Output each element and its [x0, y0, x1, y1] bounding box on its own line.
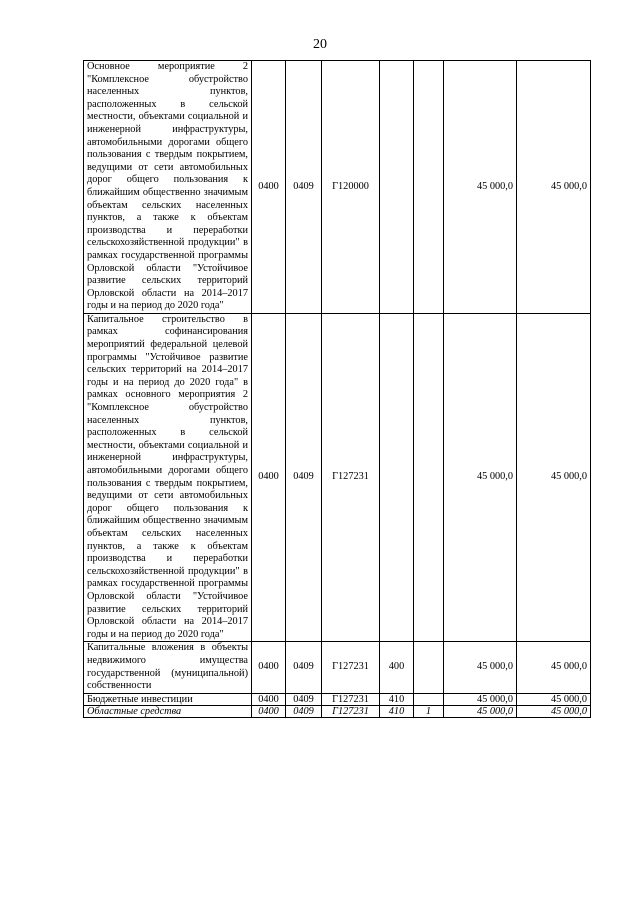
amount-2: 45 000,0 [517, 313, 591, 641]
section-code: 0400 [252, 642, 286, 693]
budget-table [83, 60, 591, 718]
subsection-code: 0409 [286, 693, 322, 705]
table-row [84, 313, 591, 641]
section-code: 0400 [252, 61, 286, 314]
amount-2: 45 000,0 [517, 642, 591, 693]
kosgu-code [414, 313, 444, 641]
amount-1: 45 000,0 [444, 705, 517, 717]
amount-2: 45 000,0 [517, 705, 591, 717]
table-row [84, 705, 591, 717]
page-number: 20 [313, 37, 327, 52]
expense-type-code: 410 [380, 705, 414, 717]
expense-type-code: 400 [380, 642, 414, 693]
table-row [84, 693, 591, 705]
subsection-code: 0409 [286, 642, 322, 693]
row-description: Бюджетные инвестиции [84, 693, 252, 705]
subsection-code: 0409 [286, 61, 322, 314]
section-code: 0400 [252, 313, 286, 641]
amount-1: 45 000,0 [444, 313, 517, 641]
section-code: 0400 [252, 693, 286, 705]
target-article-code: Г127231 [322, 642, 380, 693]
row-description: Основное мероприятие 2 "Комплексное обустройство населенных пунктов, расположенных в сельской местности, объектами социальной и инженерной инфраструктуры, автомобильными дорогами общего пользования с твердым покрытием, ведущими от сети автомобильных дорог общего пользования к ближайшим общественно значимым объектам сельских населенных пунктов, а также к объектам производства и переработки сельскохозяйственной продукции" в рамках государственной программы Орловской области "Устойчивое развитие сельских территорий Орловской области на 2014–2017 годы и на период до 2020 года" [84, 61, 252, 314]
subsection-code: 0409 [286, 313, 322, 641]
subsection-code: 0409 [286, 705, 322, 717]
target-article-code: Г120000 [322, 61, 380, 314]
kosgu-code [414, 693, 444, 705]
row-description: Капитальное строительство в рамках софинансирования мероприятий федеральной целевой программы "Устойчивое развитие сельских территорий на 2014–2017 годы и на период до 2020 года" в рамках основного мероприятия 2 "Комплексное обустройство населенных пунктов, расположенных в сельской местности, объектами социальной и инженерной инфраструктуры, автомобильными дорогами общего пользования с твердым покрытием, ведущими от сети автомобильных дорог общего пользования к ближайшим общественно значимым объектам сельских населенных пунктов, а также к объектам производства и переработки сельскохозяйственной продукции" в рамках государственной программы Орловской области "Устойчивое развитие сельских территорий Орловской области на 2014–2017 годы и на период до 2020 года" [84, 313, 252, 641]
amount-2: 45 000,0 [517, 693, 591, 705]
expense-type-code [380, 61, 414, 314]
target-article-code: Г127231 [322, 693, 380, 705]
amount-2: 45 000,0 [517, 61, 591, 314]
row-description: Капитальные вложения в объекты недвижимого имущества государственной (муниципальной) собственности [84, 642, 252, 693]
amount-1: 45 000,0 [444, 642, 517, 693]
table-row [84, 642, 591, 693]
target-article-code: Г127231 [322, 705, 380, 717]
section-code: 0400 [252, 705, 286, 717]
amount-1: 45 000,0 [444, 693, 517, 705]
table-row [84, 61, 591, 314]
target-article-code: Г127231 [322, 313, 380, 641]
expense-type-code: 410 [380, 693, 414, 705]
row-description: Областные средства [84, 705, 252, 717]
kosgu-code [414, 642, 444, 693]
expense-type-code [380, 313, 414, 641]
kosgu-code: 1 [414, 705, 444, 717]
amount-1: 45 000,0 [444, 61, 517, 314]
kosgu-code [414, 61, 444, 314]
